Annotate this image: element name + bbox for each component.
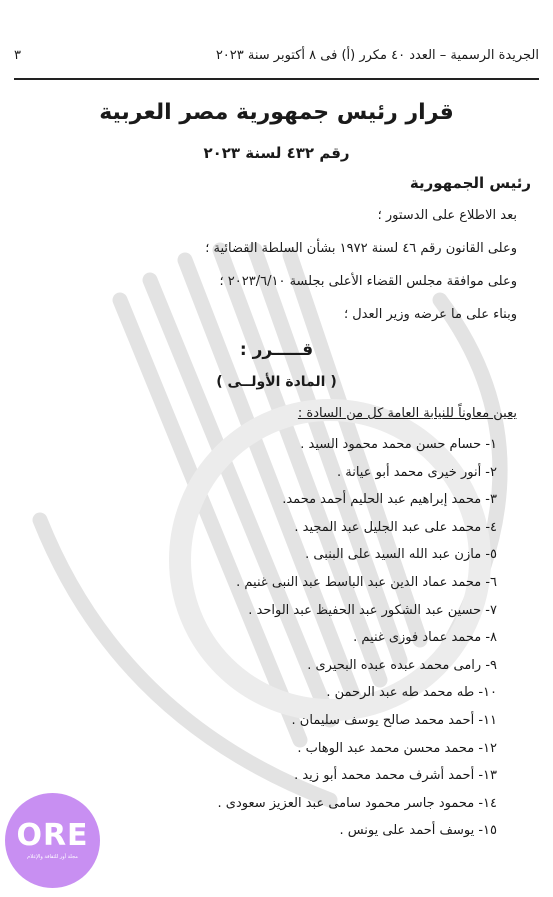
header-divider xyxy=(14,78,539,80)
list-item: ١- حسام حسن محمد محمود السيد . xyxy=(300,437,497,452)
appointee-list xyxy=(218,434,497,848)
logo-caption: مجلة أور للثقافة والإعلام xyxy=(27,854,78,860)
list-item: ٦- محمد عماد الدين عبد الباسط عبد النبى غنيم . xyxy=(236,574,497,590)
preamble-line: وعلى موافقة مجلس القضاء الأعلى بجلسة ٢٠٢٣/٦/١٠ ؛ xyxy=(219,274,517,289)
gazette-issue-line: الجريدة الرسمية – العدد ٤٠ مكرر (أ) فى ٨ أكتوبر سنة ٢٠٢٣ xyxy=(215,47,539,63)
list-item: ١٤- محمود جاسر محمود سامى عبد العزيز سعودى . xyxy=(217,795,497,811)
magazine-logo xyxy=(5,793,100,888)
list-item: ٤- محمد على عبد الجليل عبد المجيد . xyxy=(294,519,497,535)
list-item: ١٠- طه محمد طه عبد الرحمن . xyxy=(326,685,497,701)
list-item: ١٢- محمد محسن محمد عبد الوهاب . xyxy=(297,740,497,756)
president-heading: رئيس الجمهورية xyxy=(409,174,531,192)
list-item: ٥- مازن عبد الله السيد على البنبى . xyxy=(305,547,497,563)
list-item: ٨- محمد عماد فوزى غنيم . xyxy=(353,630,497,646)
decree-title: قرار رئيس جمهورية مصر العربية xyxy=(99,100,454,125)
page-header xyxy=(14,44,539,66)
list-item: ٧- حسين عبد الشكور عبد الحفيظ عبد الواحد . xyxy=(248,602,497,618)
list-item: ١٣- أحمد أشرف محمد محمد أبو زيد . xyxy=(294,768,497,784)
list-item: ١٥- يوسف أحمد على يونس . xyxy=(339,823,497,839)
list-item: ١١- أحمد محمد صالح يوسف سليمان . xyxy=(291,712,497,728)
list-item: ٩- رامى محمد عبده عبده البحيرى . xyxy=(307,657,497,673)
preamble-line: بعد الاطلاع على الدستور ؛ xyxy=(377,208,517,223)
decision-heading: قـــــرر : xyxy=(239,340,314,360)
list-item: ٣- محمد إبراهيم عبد الحليم أحمد محمد. xyxy=(282,492,497,508)
logo-mark: ORE xyxy=(16,818,89,853)
article-title: ( المادة الأولــى ) xyxy=(216,374,337,390)
preamble-line: وبناء على ما عرضه وزير العدل ؛ xyxy=(343,307,517,322)
preamble xyxy=(205,205,517,337)
list-item: ٢- أنور خيرى محمد أبو عيانة . xyxy=(336,464,497,480)
preamble-line: وعلى القانون رقم ٤٦ لسنة ١٩٧٢ بشأن السلطة القضائية ؛ xyxy=(205,241,517,256)
decree-number: رقم ٤٣٢ لسنة ٢٠٢٣ xyxy=(203,144,350,162)
article-intro: يعين معاوناً للنيابة العامة كل من السادة : xyxy=(297,406,517,421)
page-number: ٣ xyxy=(14,47,21,63)
